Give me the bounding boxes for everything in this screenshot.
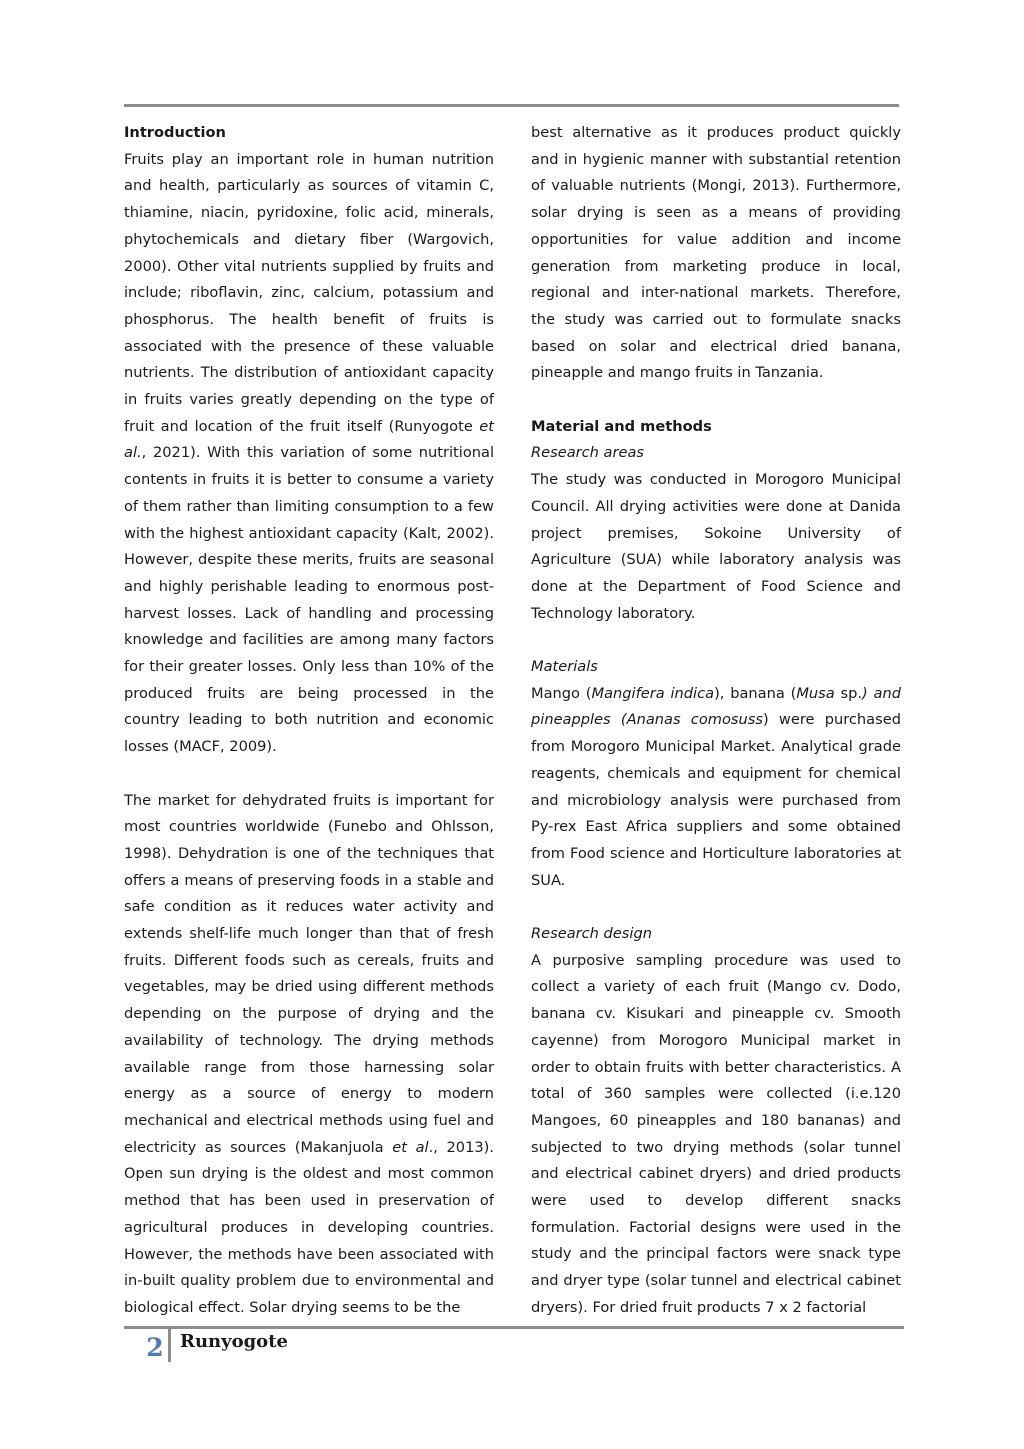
materials-paragraph (531, 681, 901, 895)
left-column (124, 120, 494, 1322)
footer-rule (124, 1326, 904, 1329)
introduction-heading: Introduction (124, 124, 226, 141)
materials-heading: Materials (531, 658, 598, 676)
header-rule (124, 104, 899, 107)
paragraph-spacer (531, 387, 901, 414)
introduction-paragraph-1 (124, 147, 494, 761)
materials-text-2: ), banana ( (714, 684, 797, 702)
page-number: 2 (146, 1333, 164, 1362)
right-column (531, 120, 901, 1322)
intro-p2-text-a: The market for dehydrated fruits is important for most countries worldwide (Funebo and Ohlsson, 1998). Dehydration is one of the techniques that offers a means of preserving foods in a stable and safe condition as it reduces water activity and extends shelf-life much longer than that of fresh fruits. Different foods such as cereals, fruits and vegetables, may be dried using different methods depending on the purpose of drying and the availability of technology. The drying methods available range from those harnessing solar energy as a source of energy to modern mechanical and electrical methods using fuel and electricity as sources (Makanjuola (124, 791, 494, 1156)
methods-heading: Material and methods (531, 417, 712, 435)
research-design-heading: Research design (531, 925, 652, 943)
species-banana: Musa (796, 684, 835, 702)
research-areas-paragraph: The study was conducted in Morogoro Municipal Council. All drying activities were done at Danida project premises, Sokoine University of Agriculture (SUA) while laboratory analysis was done at the Department of Food Science and Technology laboratory. (531, 471, 901, 622)
intro-p1-text-a: Fruits play an important role in human nutrition and health, particularly as sources of vitamin C, thiamine, niacin, pyridoxine, folic acid, minerals, phytochemicals and dietary fiber (Wargovich, 2000). Other vital nutrients supplied by fruits and include; riboflavin, zinc, calcium, potassium and phosphorus. The health benefit of fruits is associated with the presence of these valuable nutrients. The distribution of antioxidant capacity in fruits varies greatly depending on the type of fruit and location of the fruit itself (Runyogote (124, 150, 494, 435)
footer-divider (168, 1329, 171, 1362)
materials-text-1: Mango ( (531, 684, 592, 702)
materials-text-5: ) were purchased from Morogoro Municipal Market. Analytical grade reagents, chemicals and equipment for chemical and microbiology analysis were purchased from Py-rex East Africa suppliers and some obtained from Food science and Horticulture laboratories at SUA. (531, 711, 901, 889)
intro-p1-text-b: , 2021). With this variation of some nutritional contents in fruits it is better to consume a variety of them rather than limiting consumption to a few with the highest antioxidant capacity (Kalt, 2002). However, despite these merits, fruits are seasonal and highly perishable leading to enormous post-harvest losses. Lack of handling and processing knowledge and facilities are among many factors for their greater losses. Only less than 10% of the produced fruits are being processed in the country leading to both nutrition and economic losses (MACF, 2009). (124, 444, 494, 756)
running-author: Runyogote (180, 1331, 288, 1352)
introduction-paragraph-2 (124, 788, 494, 1322)
species-pineapple: Ananas comosuss (626, 711, 763, 729)
intro-p2-et-al: et al (392, 1138, 429, 1156)
species-mango: Mangifera indica (591, 684, 715, 702)
materials-text-3: sp. (834, 684, 863, 702)
paragraph-spacer (531, 894, 901, 921)
introduction-paragraph-3: best alternative as it produces product quickly and in hygienic manner with substantial retention of valuable nutrients (Mongi, 2013). Furthermore, solar drying is seen as a means of providing opportunities for value addition and income generation from marketing produce in local, regional and inter-national markets. Therefore, the study was carried out to formulate snacks based on solar and electrical dried banana, pineapple and mango fruits in Tanzania. (531, 124, 901, 382)
materials-text-4: ) and pineapples ( (531, 684, 901, 729)
research-areas-heading: Research areas (531, 444, 645, 462)
paragraph-spacer (531, 627, 901, 654)
research-design-paragraph: A purposive sampling procedure was used to collect a variety of each fruit (Mango cv. Dodo, banana cv. Kisukari and pineapple cv. Smooth cayenne) from Morogoro Municipal market in order to obtain fruits with better characteristics. A total of 360 samples were collected (i.e.120 Mangoes, 60 pineapples and 180 bananas) and subjected to two drying methods (solar tunnel and electrical cabinet dryers) and dried products were used to develop different snacks formulation. Factorial designs were used in the study and the principal factors were snack type and dryer type (solar tunnel and electrical cabinet dryers). For dried fruit products 7 x 2 factorial (531, 951, 901, 1316)
intro-p2-text-b: ., 2013). Open sun drying is the oldest and most common method that has been used in preservation of agricultural produces in developing countries. However, the methods have been associated with in-built quality problem due to environmental and biological effect. Solar drying seems to be the (124, 1138, 494, 1316)
intro-p1-et-al: et al. (124, 417, 494, 462)
paragraph-spacer (124, 761, 494, 788)
